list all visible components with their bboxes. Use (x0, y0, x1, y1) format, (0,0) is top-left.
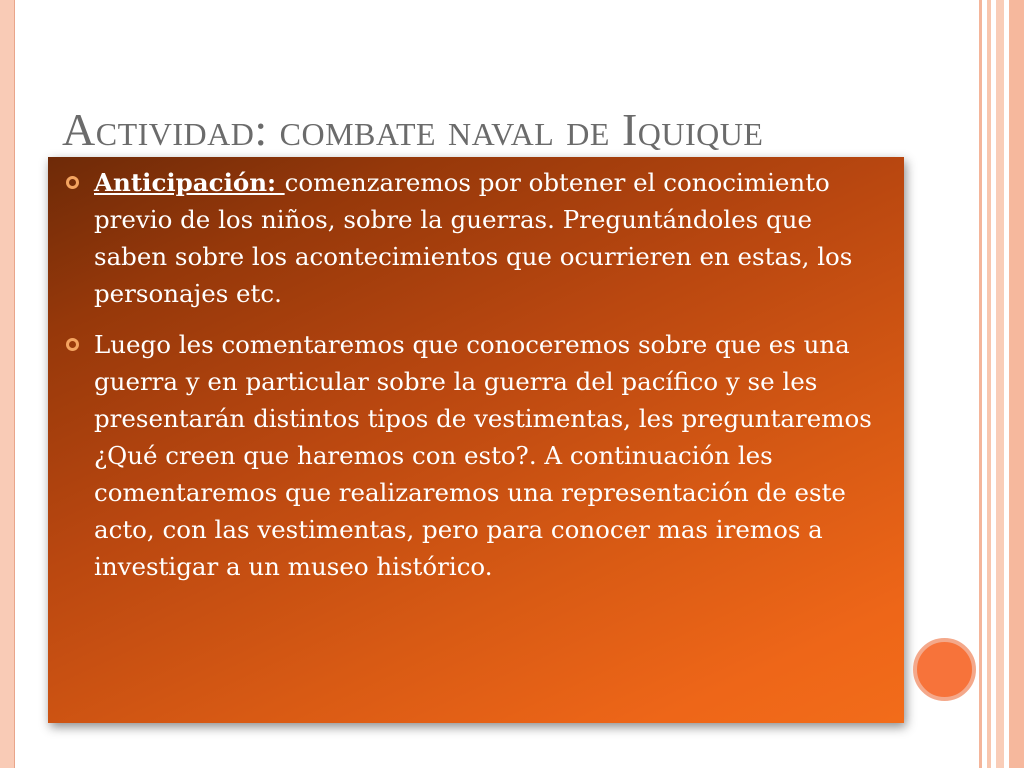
right-stripe-1 (979, 0, 982, 768)
bullet-item-luego (48, 326, 888, 585)
slide-title: Actividad: combate naval de Iquique (62, 104, 764, 155)
bullet-text: Luego les comentaremos que conoceremos sobre que es una guerra y en particular sobre la guerra del pacífico y se les presentarán distintos tipos de vestimentas, les preguntaremos ¿Qué creen que haremos con esto?. A continuación les comentaremos que realizaremos una representación de este acto, con las vestimentas, pero para conocer mas iremos a investigar a un museo histórico. (94, 330, 872, 581)
bullet-text: comenzaremos por obtener el conocimiento previo de los niños, sobre la guerras. Preguntándoles que saben sobre los acontecimientos que ocurrieren en estas, los personajes etc. (94, 168, 853, 308)
ring-bullet-icon (66, 176, 79, 189)
bullet-list (48, 164, 888, 599)
bullet-lead: Anticipación: (94, 168, 285, 197)
orange-circle-icon (913, 638, 976, 701)
bullet-item-anticipacion (48, 164, 888, 312)
ring-bullet-icon (66, 338, 79, 351)
left-decorative-strip (0, 0, 15, 768)
right-stripe-3 (996, 0, 1004, 768)
right-stripe-4 (1009, 0, 1024, 768)
right-stripe-2 (987, 0, 991, 768)
